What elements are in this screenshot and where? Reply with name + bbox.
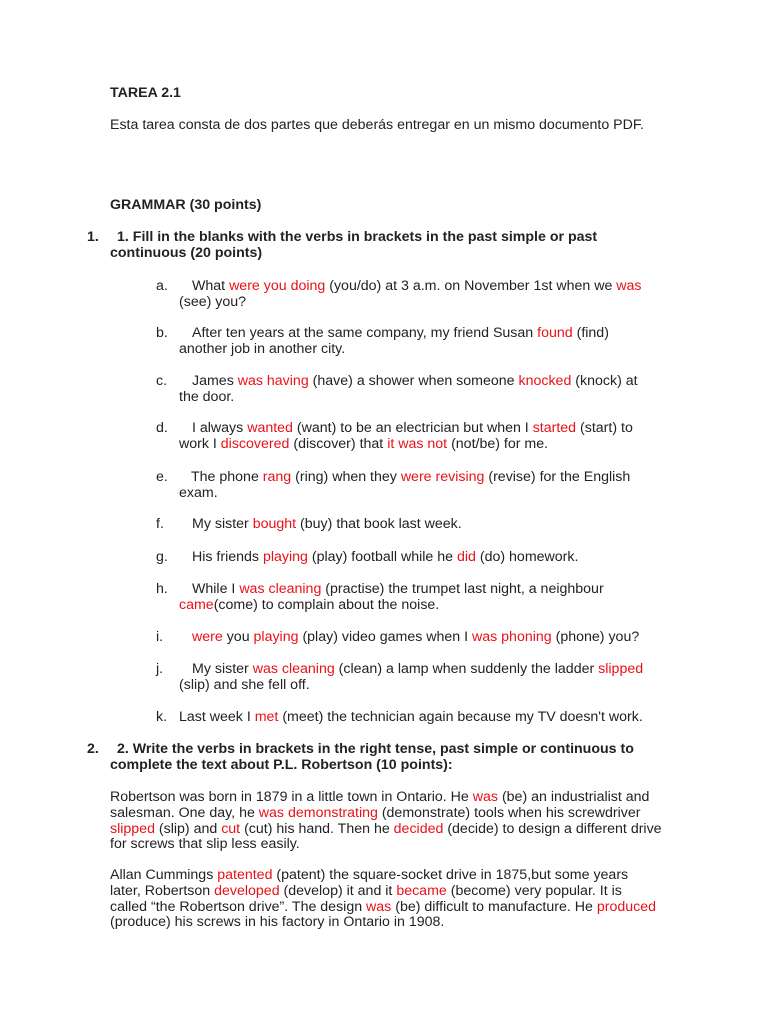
answer-text: were you doing [229, 278, 326, 294]
prompt-text: (phone) you? [551, 629, 640, 645]
item-letter: d. [156, 420, 168, 436]
exercise-item [179, 550, 659, 566]
prompt-text: (be) an industrialist and salesman. One day, he [110, 789, 650, 821]
exercise-item [179, 326, 659, 358]
exercise-item [179, 374, 659, 406]
answer-text: was cleaning [239, 581, 322, 597]
item-letter: c. [156, 373, 168, 389]
prompt-text: After ten years at the same company, my friend Susan [192, 325, 538, 341]
answer-text: slipped [598, 661, 644, 677]
prompt-text: you [222, 629, 254, 645]
answer-text: came [179, 596, 214, 613]
prompt-text: (have) a shower when someone [308, 373, 519, 389]
prompt-text: (clean) a lamp when suddenly the ladder [334, 661, 599, 677]
answer-text: playing [253, 629, 299, 645]
answer-text: developed [214, 882, 280, 899]
prompt-text: His friends [192, 549, 263, 565]
exercise-item [179, 582, 659, 614]
answer-text: it was not [387, 435, 448, 452]
prompt-text: Last week I [179, 709, 255, 725]
prompt-text: James [192, 373, 238, 389]
item-letter: h. [156, 581, 168, 597]
prompt-text: (practise) the trumpet last night, a neighbour [321, 581, 604, 597]
text-paragraph [110, 868, 662, 931]
prompt-text: (discover) that [289, 435, 388, 452]
grammar-heading: GRAMMAR (30 points) [110, 197, 262, 213]
prompt-text: (do) homework. [475, 549, 579, 565]
prompt-text: (revise) for the English exam. [179, 469, 631, 501]
item-letter: g. [156, 549, 168, 565]
answer-text: did [456, 549, 476, 565]
answer-text: was cleaning [252, 661, 335, 677]
exercise-item [179, 630, 659, 646]
prompt-text: (ring) when they [291, 469, 401, 485]
prompt-text: (you/do) at 3 a.m. on November 1st when we [325, 278, 617, 294]
prompt-text: (slip) and [154, 820, 222, 837]
prompt-text: (play) football while he [307, 549, 457, 565]
exercise-item [179, 710, 659, 726]
prompt-text: (knock) at the door. [179, 373, 638, 405]
prompt-text: (patent) the square-socket drive in 1875,but some years later, Robertson [110, 867, 629, 899]
prompt-text: (play) video games when I [298, 629, 472, 645]
prompt-text: The phone [191, 469, 263, 485]
item-letter: b. [156, 325, 168, 341]
item-letter: f. [156, 516, 164, 532]
prompt-text: My sister [192, 516, 253, 532]
answer-text: bought [252, 516, 297, 532]
answer-text: met [254, 709, 279, 725]
question-1-number: 1. [87, 229, 99, 245]
answer-text: was having [237, 373, 309, 389]
answer-text: were revising [400, 469, 485, 485]
item-letter: k. [156, 709, 168, 725]
prompt-text: (not/be) for me. [447, 435, 549, 452]
answer-text: was [472, 789, 498, 805]
answer-text: wanted [247, 420, 293, 436]
answer-text: rang [262, 469, 292, 485]
answer-text: patented [217, 867, 273, 883]
exercise-item [179, 279, 659, 311]
exercise-item [179, 517, 659, 533]
answer-text: was demonstrating [258, 804, 378, 821]
prompt-text: (decide) to design a different drive for screws that slip less easily. [110, 820, 662, 853]
exercise-item [179, 662, 659, 694]
page-title: TAREA 2.1 [110, 85, 181, 101]
item-letter: a. [156, 278, 168, 294]
prompt-text: (meet) the technician again because my TV doesn't work. [278, 709, 643, 725]
answer-text: became [396, 882, 447, 899]
prompt-text: (cut) his hand. Then he [240, 820, 394, 837]
prompt-text: While I [192, 581, 240, 597]
prompt-text: (see) you? [179, 293, 247, 310]
prompt-text: (want) to be an electrician but when I [292, 420, 533, 436]
prompt-text: (be) difficult to manufacture. He [391, 898, 597, 915]
prompt-text: (slip) and she fell off. [179, 676, 310, 693]
prompt-text: (become) very popular. It is called “the Robertson drive”. The design [110, 882, 622, 915]
answer-text: was [616, 278, 642, 294]
answer-text: cut [221, 820, 241, 837]
prompt-text: (start) to work I [179, 420, 633, 452]
prompt-text: Robertson was born in 1879 in a little town in Ontario. He [110, 789, 473, 805]
prompt-text: (come) to complain about the noise. [213, 596, 440, 613]
prompt-text: (buy) that book last week. [296, 516, 462, 532]
answer-text: was [366, 898, 392, 915]
prompt-text: (produce) his screws in his factory in Ontario in 1908. [110, 914, 445, 931]
answer-text: started [532, 420, 577, 436]
answer-text: knocked [518, 373, 572, 389]
question-2-number: 2. [87, 741, 99, 757]
prompt-text: My sister [192, 661, 253, 677]
prompt-text: I always [192, 420, 248, 436]
text-paragraph [110, 790, 662, 853]
item-letter: j. [156, 661, 164, 677]
prompt-text: (find) another job in another city. [179, 325, 609, 357]
item-letter: i. [156, 629, 164, 645]
prompt-text: What [192, 278, 230, 294]
item-letter: e. [156, 469, 168, 485]
answer-text: was phoning [472, 629, 552, 645]
intro-text: Esta tarea consta de dos partes que deberás entregar en un mismo documento PDF. [110, 117, 644, 133]
prompt-text: (develop) it and it [279, 882, 397, 899]
prompt-text: (demonstrate) tools when his screwdriver [377, 804, 641, 821]
exercise-item [179, 470, 659, 502]
exercise-item [179, 421, 659, 453]
answer-text: found [537, 325, 573, 341]
answer-text: decided [393, 820, 444, 837]
question-2-heading: 2. Write the verbs in brackets in the right tense, past simple or continuous to complete the text about P.L. Robertson (10 points): [110, 741, 634, 773]
answer-text: playing [262, 549, 308, 565]
answer-text: produced [596, 898, 657, 915]
question-1-heading: 1. Fill in the blanks with the verbs in brackets in the past simple or past continuous (20 points) [110, 229, 598, 261]
prompt-text: Allan Cummings [110, 867, 218, 883]
answer-text: slipped [110, 820, 155, 837]
answer-text: were [192, 629, 223, 645]
answer-text: discovered [220, 435, 290, 452]
